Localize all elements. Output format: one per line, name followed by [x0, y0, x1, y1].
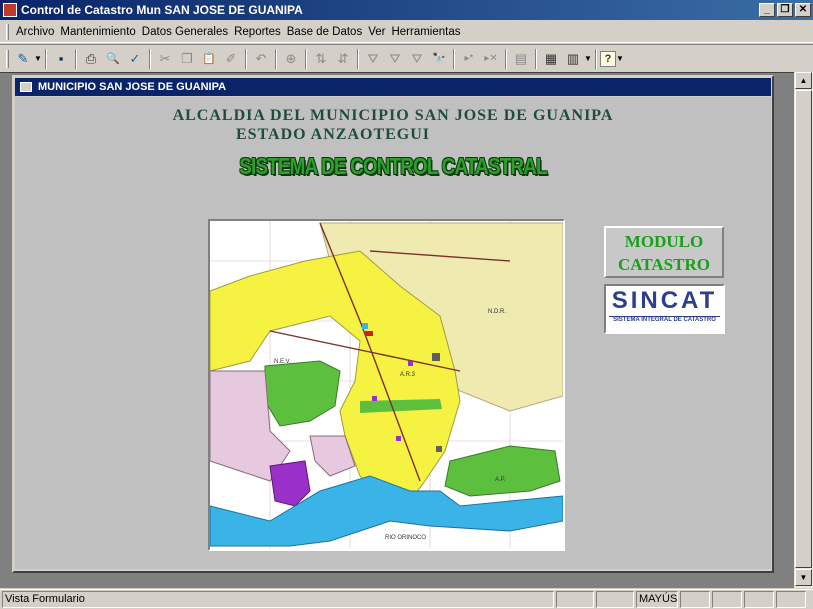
- toolbar-separator: [453, 49, 455, 69]
- sort-descending-icon[interactable]: ⇵: [337, 50, 349, 66]
- toolbar-separator: [535, 49, 537, 69]
- form-window: [12, 75, 774, 573]
- delete-record-icon[interactable]: ▸✕: [484, 53, 498, 64]
- help-icon[interactable]: ?: [600, 51, 616, 67]
- cadastral-map-image: [208, 219, 565, 551]
- scroll-up-icon[interactable]: ▲: [795, 72, 812, 89]
- menu-mantenimiento[interactable]: Mantenimiento: [60, 25, 136, 38]
- menu-reportes[interactable]: Reportes: [234, 25, 281, 38]
- sincat-logo-text: SINCAT: [611, 287, 718, 314]
- alcaldia-heading: ALCALDIA DEL MUNICIPIO SAN JOSE DE GUANIPA: [172, 107, 614, 124]
- sincat-subtitle: SISTEMA INTEGRAL DE CATASTRO: [609, 316, 720, 323]
- apply-filter-icon[interactable]: ⛛: [411, 50, 423, 66]
- copy-icon[interactable]: ❐: [181, 50, 193, 66]
- estado-heading: ESTADO ANZAOTEGUI: [235, 126, 431, 143]
- menu-bar: [0, 21, 813, 43]
- toolbar: [0, 44, 813, 72]
- chevron-down-icon[interactable]: ▼: [34, 54, 42, 63]
- map-label-ar3: A.R.3: [400, 372, 416, 378]
- status-mode: Vista Formulario: [2, 591, 554, 608]
- toolbar-separator: [245, 49, 247, 69]
- map-label-ndr: N.D.R.: [488, 309, 506, 315]
- menu-herramientas[interactable]: Herramientas: [391, 25, 461, 38]
- catastro-label: CATASTRO: [618, 255, 710, 274]
- scroll-thumb[interactable]: [795, 90, 812, 568]
- toolbar-separator: [357, 49, 359, 69]
- menu-archivo[interactable]: Archivo: [16, 25, 55, 38]
- window-titlebar: [0, 0, 813, 20]
- toolbar-separator: [505, 49, 507, 69]
- sincat-logo: [604, 284, 725, 334]
- design-view-icon[interactable]: ✎: [17, 50, 29, 66]
- toolbar-separator: [75, 49, 77, 69]
- menu-base-de-datos[interactable]: Base de Datos: [286, 25, 363, 38]
- print-icon[interactable]: ⎙: [85, 50, 97, 66]
- close-button[interactable]: ✕: [795, 3, 811, 17]
- vertical-scrollbar[interactable]: [794, 72, 813, 588]
- hyperlink-icon[interactable]: ⊕: [285, 50, 297, 66]
- paste-icon[interactable]: 📋: [202, 53, 216, 65]
- toolbar-grip[interactable]: [6, 50, 9, 68]
- database-window-icon[interactable]: ▦: [544, 50, 558, 66]
- scroll-down-icon[interactable]: ▼: [795, 569, 812, 586]
- status-panel: [712, 591, 742, 608]
- chevron-down-icon[interactable]: ▼: [616, 54, 624, 63]
- minimize-button[interactable]: _: [759, 3, 775, 17]
- toolbar-separator: [305, 49, 307, 69]
- form-icon[interactable]: [20, 82, 32, 92]
- filter-by-form-icon[interactable]: ⛛: [389, 50, 401, 66]
- modulo-catastro-button[interactable]: [604, 226, 724, 278]
- map-label-rio-orinoco: RIO ORINOCO: [385, 535, 427, 541]
- save-icon[interactable]: ▪: [58, 51, 64, 66]
- form-titlebar: [15, 78, 771, 96]
- status-caps: MAYÚS: [636, 591, 678, 608]
- map-drawing: [210, 221, 563, 549]
- sort-ascending-icon[interactable]: ⇅: [315, 50, 327, 66]
- spelling-icon[interactable]: ✓: [129, 50, 141, 66]
- status-panel: [556, 591, 594, 608]
- form-title: MUNICIPIO SAN JOSE DE GUANIPA: [38, 81, 227, 93]
- menu-datos-generales[interactable]: Datos Generales: [141, 25, 229, 38]
- toolbar-separator: [275, 49, 277, 69]
- status-panel: [680, 591, 710, 608]
- restore-button[interactable]: ❐: [777, 3, 793, 17]
- map-label-nev: N.E.V.: [274, 359, 291, 365]
- new-record-icon[interactable]: ▸*: [464, 53, 474, 64]
- undo-icon[interactable]: ↶: [255, 50, 267, 66]
- status-panel: [596, 591, 634, 608]
- new-object-icon[interactable]: ▥: [566, 50, 580, 66]
- status-panel: [776, 591, 806, 608]
- find-icon[interactable]: 🔭: [432, 53, 446, 65]
- print-preview-icon[interactable]: 🔍: [106, 53, 120, 65]
- status-panel: [744, 591, 774, 608]
- toolbar-separator: [149, 49, 151, 69]
- access-app-icon[interactable]: [3, 3, 17, 17]
- toolbar-separator: [45, 49, 47, 69]
- properties-icon[interactable]: ▤: [514, 50, 528, 66]
- chevron-down-icon[interactable]: ▼: [584, 54, 592, 63]
- menu-ver[interactable]: Ver: [368, 25, 386, 38]
- system-title: SISTEMA DE CONTROL CATASTRAL: [239, 153, 547, 179]
- status-bar: [0, 589, 813, 609]
- window-title: Control de Catastro Mun SAN JOSE DE GUANIPA: [21, 3, 303, 17]
- modulo-label: MODULO: [624, 232, 704, 251]
- format-painter-icon[interactable]: ✐: [225, 50, 237, 66]
- form-body: [15, 97, 771, 569]
- menubar-grip[interactable]: [6, 24, 9, 40]
- mdi-client-area: [0, 72, 794, 588]
- filter-by-selection-icon[interactable]: ⛛: [367, 50, 379, 66]
- toolbar-separator: [595, 49, 597, 69]
- cut-icon[interactable]: ✂: [159, 50, 171, 66]
- map-label-ap: A.P.: [495, 477, 506, 483]
